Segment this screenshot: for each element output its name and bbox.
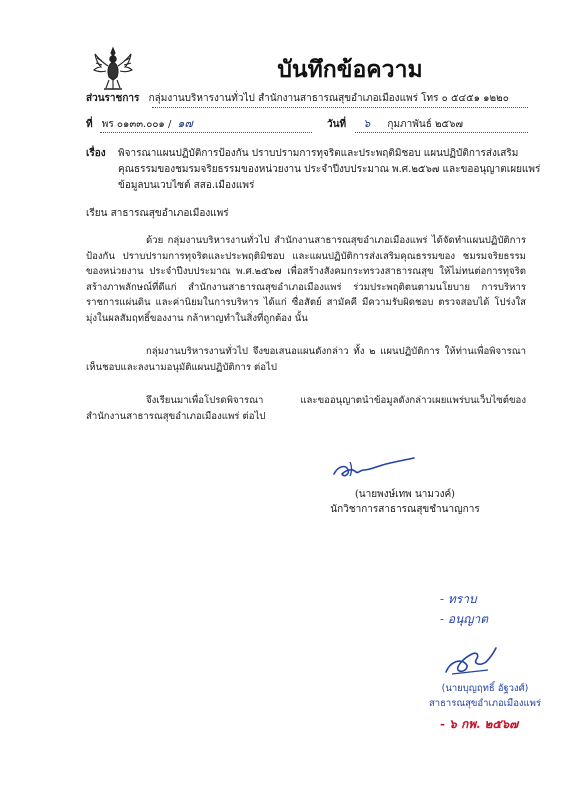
body-paragraph-2: กลุ่มงานบริหารงานทั่วไป จึงขอเสนอแผนดังกล่าว ทั้ง ๒ แผนปฏิบัติการ ให้ท่านเพื่อพิจารณาเห็นชอบและลงนามอนุมัติแผนปฏิบัติการ ต่อไป	[86, 346, 526, 373]
memo-title: บันทึกข้อความ	[277, 56, 423, 83]
date-underline	[355, 132, 528, 133]
signer-position: นักวิชาการสาธารณสุขชำนาญการ	[330, 504, 480, 515]
date-value: กุมภาพันธ์ ๒๕๖๗	[387, 119, 463, 130]
agency-value: กลุ่มงานบริหารงานทั่วไป สำนักงานสาธารณสุขอำเภอเมืองแพร่ โทร ๐ ๕๔๕๑ ๑๒๒๐	[148, 93, 509, 104]
subject-line-1: พิจารณาแผนปฏิบัติการป้องกัน ปราบปรามการทุจริตและประพฤติมิชอบ แผนปฏิบัติการส่งเสริม	[118, 148, 519, 159]
reference-label: ที่	[86, 119, 93, 130]
body-paragraph-3: จึงเรียนมาเพื่อโปรดพิจารณา และขออนุญาตนำข้อมูลดังกล่าวเผยแพร่บนเว็บไซต์ของ สำนักงานสาธารณสุขอำเภอเมืองแพร่ ต่อไป	[86, 395, 526, 422]
approval-note-permitted: - อนุญาต	[440, 612, 489, 626]
approver-position: สาธารณสุขอำเภอเมืองแพร่	[428, 698, 542, 709]
subject-line-3: ข้อมูลบนเวบไซต์ สสอ.เมืองแพร่	[118, 180, 255, 191]
signer-block	[300, 487, 510, 517]
reference-row	[86, 117, 193, 132]
signer-signature	[330, 452, 418, 482]
reference-value: พร ๐๑๓๓.๐๐๑ /	[101, 119, 172, 130]
agency-label: ส่วนราชการ	[86, 93, 140, 104]
approver-block	[410, 681, 560, 711]
agency-underline	[152, 107, 528, 108]
approver-signature	[440, 644, 500, 678]
approval-date-stamp: - ๖ กพ. ๒๕๖๗	[440, 717, 519, 731]
agency-row	[86, 92, 509, 106]
approver-name: (นายบุญฤทธิ์ อัฐวงศ์)	[441, 683, 529, 694]
subject-line-2: คุณธรรมของชมรมจริยธรรมของหน่วยงาน ประจำปีงบประมาณ พ.ศ.๒๕๖๗ และขออนุญาตเผยแพร่	[118, 164, 541, 175]
approval-note-acknowledged: - ทราบ	[440, 592, 477, 606]
reference-handwritten-number: ๑๗	[177, 117, 193, 130]
subject-label: เรื่อง	[86, 148, 106, 159]
signer-name: (นายพงษ์เทพ นามวงค์)	[354, 489, 456, 500]
body-paragraph-1: ด้วย กลุ่มงานบริหารงานทั่วไป สำนักงานสาธารณสุขอำเภอเมืองแพร่ ได้จัดทำแผนปฏิบัติการป้องกัน ปราบปรามการทุจริตและประพฤติมิชอบ และแผนปฏิบัติการส่งเสริมคุณธรรมของ ชมรมจริยธรรมของหน่วยงาน ประจำปีงบประมาณ พ.ศ.๒๕๖๗ เพื่อสร้างสังคมกระทรวงสาธารณสุข ให้ไม่ทนต่อการทุจริต สร้างภาพลักษณ์ที่ดีแก่ สำนักงานสาธารณสุขอำเภอเมืองแพร่ ร่วมประพฤติตนตามนโยบาย การบริหารราชการแผ่นดิน และค่านิยมในการบริหาร ได้แก่ ซื่อสัตย์ สามัคคี มีความรับผิดชอบ ตรวจสอบได้ โปร่งใส มุ่งในผลสัมฤทธิ์ของงาน กล้าหาญทำในสิ่งที่ถูกต้อง นั้น	[86, 235, 526, 324]
date-label: วันที่	[327, 119, 347, 130]
reference-underline	[100, 132, 312, 133]
salutation: เรียน สาธารณสุขอำเภอเมืองแพร่	[86, 208, 229, 219]
date-handwritten-day: ๖	[363, 117, 371, 130]
garuda-emblem-icon	[92, 44, 134, 94]
date-row	[327, 117, 463, 132]
